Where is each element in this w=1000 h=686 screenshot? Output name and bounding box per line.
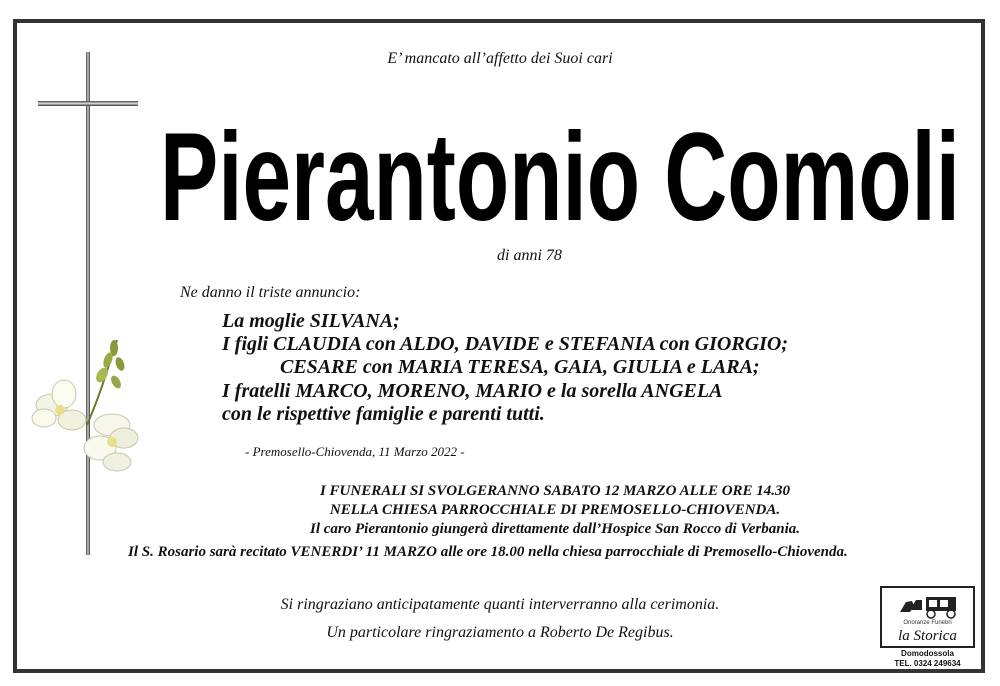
thanks-line: Si ringraziano anticipatamente quanti interverranno alla cerimonia. xyxy=(280,596,720,613)
intro-text: E’ mancato all’affetto dei Suoi cari xyxy=(387,50,613,67)
logo-subtitle: Onoranze Funebri xyxy=(903,620,952,626)
family-line: I figli CLAUDIA con ALDO, DAVIDE e STEFANIA con GIORGIO; xyxy=(222,333,789,355)
funeral-line: NELLA CHIESA PARROCCHIALE DI PREMOSELLO-CHIOVENDA. xyxy=(329,502,781,518)
cross-horizontal xyxy=(38,101,138,106)
thanks-line: Un particolare ringraziamento a Roberto De Regibus. xyxy=(326,624,674,641)
hearse-icon xyxy=(896,592,962,620)
family-line: I fratelli MARCO, MORENO, MARIO e la sorella ANGELA xyxy=(222,380,723,402)
announce-text: Ne danno il triste annuncio: xyxy=(180,284,361,301)
deceased-name-text: Pierantonio Comoli xyxy=(160,108,960,240)
flower-icon xyxy=(22,330,152,480)
logo-phone: TEL. 0324 249634 xyxy=(894,659,961,668)
family-line: La moglie SILVANA; xyxy=(222,310,400,332)
logo-city: Domodossola xyxy=(901,649,954,658)
rosario-text: Il S. Rosario sarà recitato VENERDI’ 11 MARZO alle ore 18.00 nella chiesa parrocchiale di Premosello-Chiovenda. xyxy=(128,544,848,560)
funeral-line: Il caro Pierantonio giungerà direttamente dall’Hospice San Rocco di Verbania. xyxy=(309,521,801,537)
age-text: di anni 78 xyxy=(497,247,562,264)
logo-name: la Storica xyxy=(898,628,957,644)
family-line: con le rispettive famiglie e parenti tutti. xyxy=(222,403,545,425)
place-date: - Premosello-Chiovenda, 11 Marzo 2022 - xyxy=(245,444,465,459)
funeral-home-logo xyxy=(880,586,975,648)
deceased-name xyxy=(145,70,975,240)
funeral-line: I FUNERALI SI SVOLGERANNO SABATO 12 MARZO ALLE ORE 14.30 xyxy=(319,483,791,499)
family-line: CESARE con MARIA TERESA, GAIA, GIULIA e LARA; xyxy=(280,356,760,378)
